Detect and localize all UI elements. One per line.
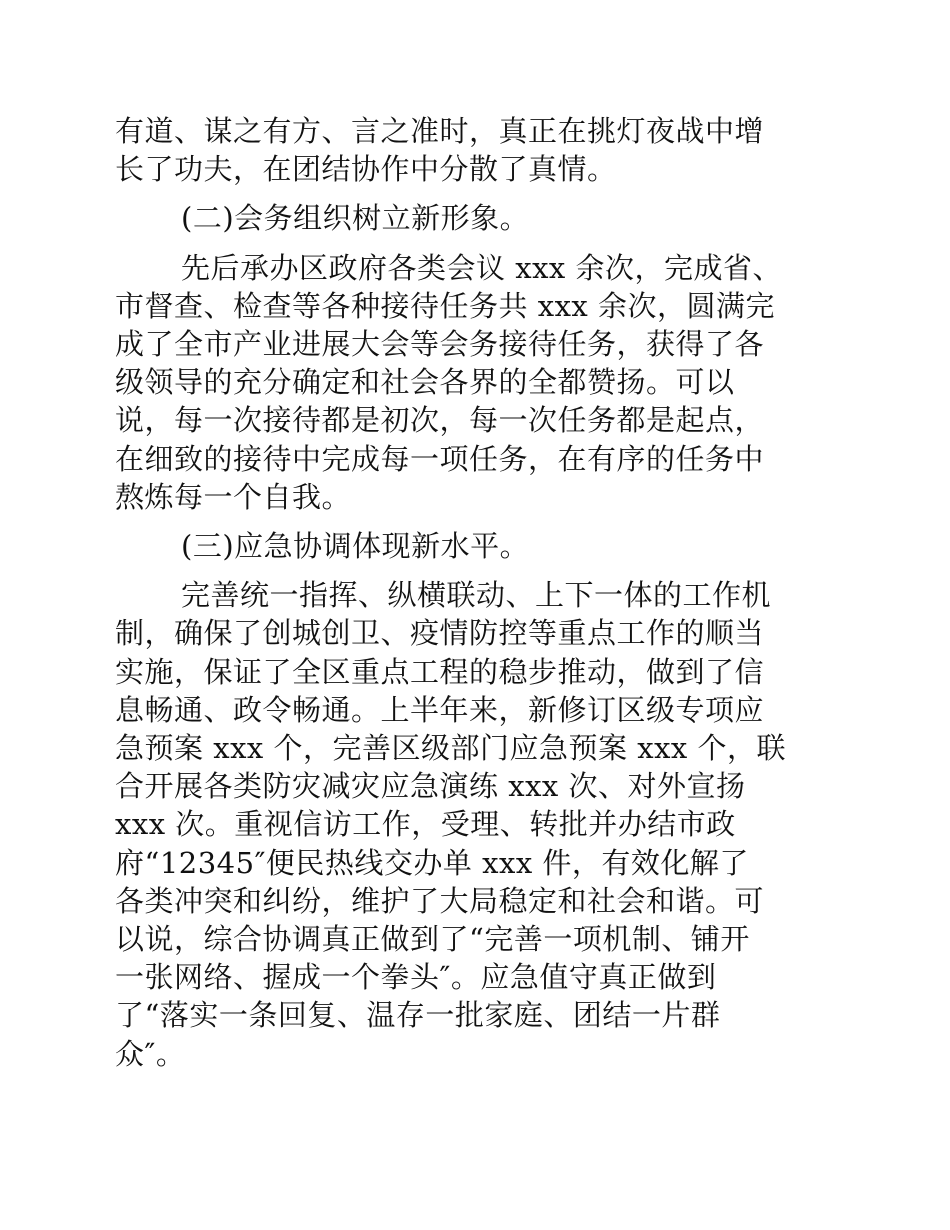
text-line: 府“12345″便民热线交办单 xxx 件，有效化解了	[115, 845, 749, 880]
text-line: 各类冲突和纠纷，维护了大局稳定和社会和谐。可	[115, 883, 765, 918]
text-line: 急预案 xxx 个，完善区级部门应急预案 xxx 个，联	[115, 731, 787, 766]
paragraph-continued	[115, 112, 830, 188]
text-line: 以说，综合协调真正做到了“完善一项机制、铺开	[115, 922, 750, 957]
section-heading-3	[115, 527, 830, 565]
document-body	[115, 112, 830, 1073]
text-line: 有道、谋之有方、言之准时，真正在挑灯夜战中增	[115, 114, 765, 148]
text-line: 市督查、检查等各种接待任务共 xxx 余次，圆满完	[115, 288, 776, 323]
text-line: xxx 次。重视信访工作，受理、转批并办结市政	[115, 807, 736, 842]
text-line: 息畅通、政令畅通。上半年来，新修订区级专项应	[115, 692, 765, 727]
text-line: 一张网络、握成一个拳头″。应急值守真正做到	[115, 960, 717, 995]
heading-line: (二)会务组织树立新形象。	[181, 201, 530, 236]
text-line: 制，确保了创城创卫、疫情防控等重点工作的顺当	[115, 616, 765, 651]
text-line: 级领导的充分确定和社会各界的全都赞扬。可以	[115, 365, 735, 400]
text-line: 成了全市产业进展大会等会务接待任务，获得了各	[115, 327, 765, 362]
text-line: 实施，保证了全区重点工程的稳步推动，做到了信	[115, 654, 765, 689]
text-line: 说，每一次接待都是初次，每一次任务都是起点，	[115, 403, 765, 438]
text-line: 在细致的接待中完成每一项任务，在有序的任务中	[115, 441, 765, 476]
text-line: 了“落实一条回复、温存一批家庭、团结一片群	[115, 998, 721, 1033]
paragraph-meetings	[115, 249, 830, 516]
text-line: 完善统一指挥、纵横联动、上下一体的工作机	[181, 578, 772, 613]
text-line: 众″。	[115, 1036, 186, 1071]
paragraph-emergency	[115, 576, 830, 1073]
text-line: 合开展各类防灾减灾应急演练 xxx 次、对外宣扬	[115, 769, 746, 804]
heading-line: (三)应急协调体现新水平。	[181, 529, 530, 564]
section-heading-2	[115, 199, 830, 237]
text-line: 熬炼每一个自我。	[115, 479, 352, 514]
text-line: 先后承办区政府各类会议 xxx 余次，完成省、	[181, 250, 783, 285]
text-line: 长了功夫，在团结协作中分散了真情。	[115, 152, 617, 187]
